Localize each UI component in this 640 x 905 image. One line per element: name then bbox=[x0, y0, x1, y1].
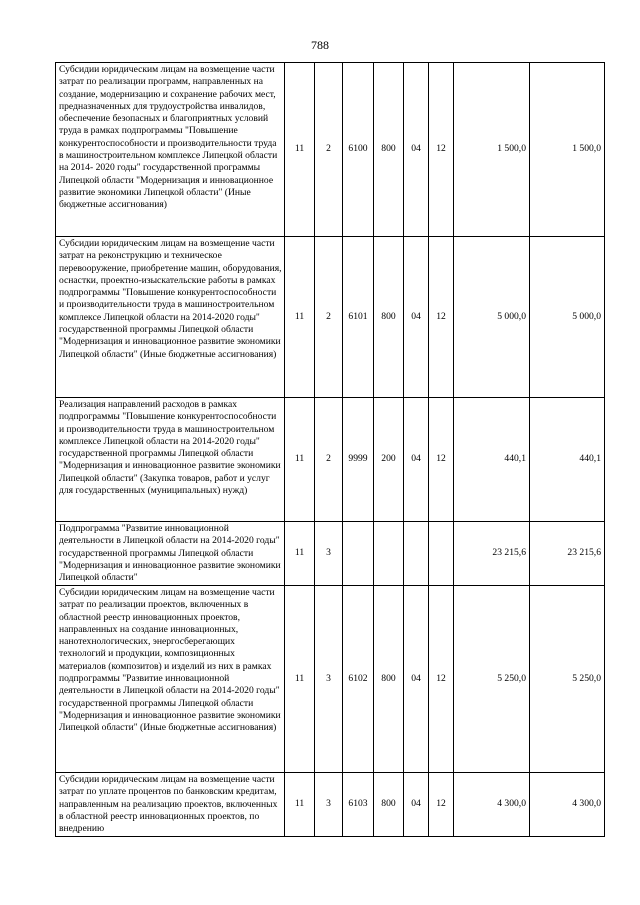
cell-code-5: 04 bbox=[404, 237, 429, 398]
cell-code-2: 2 bbox=[315, 237, 343, 398]
cell-code-6: 12 bbox=[429, 237, 454, 398]
cell-code-6: 12 bbox=[429, 586, 454, 773]
row-name-text: Подпрограмма "Развитие инновационной деятельности в Липецкой области на 2014-2020 годы" государственной программы Липецкой области "Модернизация и инновационное развитие экономики Липецкой области" bbox=[59, 523, 281, 584]
cell-code-4: 200 bbox=[374, 398, 404, 522]
cell-code-4: 800 bbox=[374, 773, 404, 837]
row-name bbox=[56, 63, 285, 237]
cell-amount-1: 23 215,6 bbox=[454, 522, 530, 586]
cell-code-4: 800 bbox=[374, 63, 404, 237]
table-row bbox=[56, 773, 605, 837]
cell-code-5 bbox=[404, 522, 429, 586]
cell-code-3 bbox=[343, 522, 374, 586]
cell-code-5: 04 bbox=[404, 773, 429, 837]
cell-code-1: 11 bbox=[285, 773, 315, 837]
cell-amount-2: 1 500,0 bbox=[530, 63, 605, 237]
row-name-text: Субсидии юридическим лицам на возмещение части затрат на реконструкцию и техническое перевооружение, приобретение машин, оборудования, оснастки, проектно-изыскательские работы в рамках подпрограммы "Повышение конкурентоспособности и производительности труда в машиностроительном комплексе Липецкой области на 2014-2020 годы" государственной программы Липецкой области "Модернизация и инновационное развитие экономики Липецкой области" (Иные бюджетные ассигнования) bbox=[59, 238, 282, 360]
table-row bbox=[56, 63, 605, 237]
row-name bbox=[56, 586, 285, 773]
cell-code-2: 3 bbox=[315, 773, 343, 837]
cell-amount-1: 440,1 bbox=[454, 398, 530, 522]
cell-amount-1: 1 500,0 bbox=[454, 63, 530, 237]
row-name-text: Субсидии юридическим лицам на возмещение части затрат по уплате процентов по банковским кредитам, направленным на реализацию проектов, включенных в областной реестр инновационных проектов, по внедрению bbox=[59, 774, 278, 835]
row-name bbox=[56, 522, 285, 586]
row-name-text: Субсидии юридическим лицам на возмещение части затрат по реализации проектов, включенных в областной реестр инновационных проектов, направленных на создание инновационных, нанотехнологических, энергосберегающих технологий и продукции, композиционных материалов (композитов) и изделий из них в рамках подпрограммы "Развитие инновационной деятельности в Липецкой области на 2014-2020 годы" государственной программы Липецкой области "Модернизация и инновационное развитие экономики Липецкой области" (Иные бюджетные ассигнования) bbox=[59, 587, 281, 734]
table-row bbox=[56, 237, 605, 398]
cell-amount-1: 5 250,0 bbox=[454, 586, 530, 773]
table-row bbox=[56, 586, 605, 773]
cell-code-3: 9999 bbox=[343, 398, 374, 522]
cell-code-6: 12 bbox=[429, 773, 454, 837]
page-number: 788 bbox=[311, 38, 329, 52]
cell-code-5: 04 bbox=[404, 63, 429, 237]
table-row bbox=[56, 522, 605, 586]
row-name-text: Субсидии юридическим лицам на возмещение части затрат по реализации программ, направленных на создание, модернизацию и сохранение рабочих мест, предназначенных для трудоустройства инвалидов, обеспечение безопасных и благоприятных условий труда в рамках подпрограммы "Повышение конкурентоспособности и производительности труда в машиностроительном комплексе Липецкой области на 2014- 2020 годы" государственной программы Липецкой области "Модернизация и инновационное развитие экономики Липецкой области" (Иные бюджетные ассигнования) bbox=[59, 64, 278, 211]
budget-table bbox=[55, 62, 605, 837]
row-name bbox=[56, 398, 285, 522]
cell-code-6: 12 bbox=[429, 398, 454, 522]
cell-code-4: 800 bbox=[374, 586, 404, 773]
table-row bbox=[56, 398, 605, 522]
cell-code-2: 2 bbox=[315, 63, 343, 237]
row-name-text: Реализация направлений расходов в рамках подпрограммы "Повышение конкурентоспособности и производительности труда в машиностроительном комплексе Липецкой области на 2014-2020 годы" государственной программы Липецкой области "Модернизация и инновационное развитие экономики Липецкой области" (Закупка товаров, работ и услуг для государственных (муниципальных) нужд) bbox=[59, 399, 281, 497]
cell-amount-1: 5 000,0 bbox=[454, 237, 530, 398]
cell-code-3: 6103 bbox=[343, 773, 374, 837]
cell-code-1: 11 bbox=[285, 398, 315, 522]
cell-code-1: 11 bbox=[285, 237, 315, 398]
cell-code-1: 11 bbox=[285, 522, 315, 586]
cell-code-1: 11 bbox=[285, 63, 315, 237]
row-name bbox=[56, 773, 285, 837]
cell-code-1: 11 bbox=[285, 586, 315, 773]
row-name bbox=[56, 237, 285, 398]
cell-code-6: 12 bbox=[429, 63, 454, 237]
cell-amount-2: 440,1 bbox=[530, 398, 605, 522]
cell-code-3: 6102 bbox=[343, 586, 374, 773]
cell-code-4: 800 bbox=[374, 237, 404, 398]
cell-code-3: 6101 bbox=[343, 237, 374, 398]
cell-code-2: 3 bbox=[315, 586, 343, 773]
cell-amount-1: 4 300,0 bbox=[454, 773, 530, 837]
cell-code-2: 2 bbox=[315, 398, 343, 522]
cell-code-3: 6100 bbox=[343, 63, 374, 237]
cell-amount-2: 5 000,0 bbox=[530, 237, 605, 398]
cell-code-6 bbox=[429, 522, 454, 586]
cell-code-2: 3 bbox=[315, 522, 343, 586]
cell-code-4 bbox=[374, 522, 404, 586]
cell-amount-2: 5 250,0 bbox=[530, 586, 605, 773]
cell-amount-2: 4 300,0 bbox=[530, 773, 605, 837]
cell-amount-2: 23 215,6 bbox=[530, 522, 605, 586]
cell-code-5: 04 bbox=[404, 398, 429, 522]
cell-code-5: 04 bbox=[404, 586, 429, 773]
